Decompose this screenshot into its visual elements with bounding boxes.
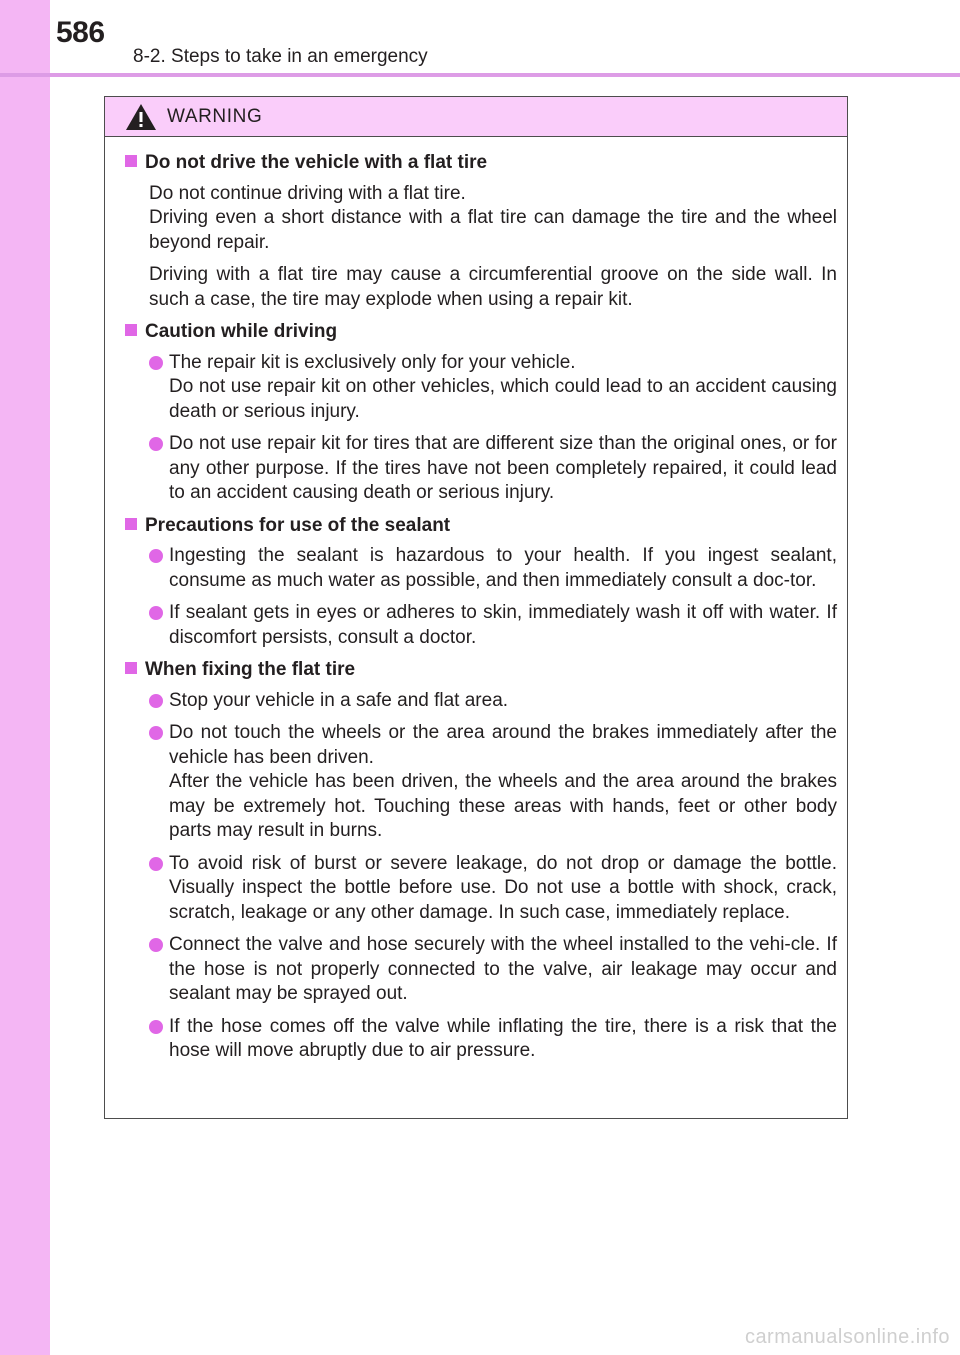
bullet-text: If the hose comes off the valve while inflating the tire, there is a risk that the hose will move abruptly due to air pressure. <box>169 1015 837 1061</box>
section-heading <box>125 658 837 683</box>
warning-header <box>105 97 847 137</box>
bullet-item <box>125 1015 837 1064</box>
section-heading <box>125 514 837 539</box>
side-band <box>0 0 50 1355</box>
round-bullet-icon <box>149 549 163 563</box>
bullet-text: Do not touch the wheels or the area around the brakes immediately after the vehicle has been driven. <box>169 722 837 768</box>
round-bullet-icon <box>149 1020 163 1034</box>
round-bullet-icon <box>149 938 163 952</box>
heading-text: When fixing the flat tire <box>145 659 356 680</box>
round-bullet-icon <box>149 694 163 708</box>
round-bullet-icon <box>149 356 163 370</box>
warning-triangle-icon <box>125 103 157 131</box>
bullet-subtext: Do not use repair kit on other vehicles, which could lead to an accident causing death or serious injury. <box>169 376 837 422</box>
round-bullet-icon <box>149 726 163 740</box>
bullet-item <box>125 432 837 506</box>
warning-content <box>105 137 847 1064</box>
heading-text: Precautions for use of the sealant <box>145 514 451 536</box>
square-bullet-icon <box>125 518 137 530</box>
bullet-text: If sealant gets in eyes or adheres to skin, immediately wash it off with water. If discomfort persists, consult a doctor. <box>169 602 837 648</box>
bullet-subtext: After the vehicle has been driven, the wheels and the area around the brakes may be extremely hot. Touching these areas with hands, feet or other body parts may result in burns. <box>169 771 837 841</box>
paragraph-line: Driving even a short distance with a flat tire can damage the tire and the wheel beyond repair. <box>149 207 837 253</box>
bullet-text: Ingesting the sealant is hazardous to your health. If you ingest sealant, consume as much water as possible, and then immediately consult a doc-tor. <box>169 545 837 591</box>
watermark: carmanualsonline.info <box>744 1326 950 1348</box>
heading-text: Do not drive the vehicle with a flat tire <box>145 152 488 173</box>
page-number: 586 <box>56 16 105 49</box>
warning-label: WARNING <box>167 105 263 127</box>
square-bullet-icon <box>125 662 137 674</box>
bullet-text: Do not use repair kit for tires that are different size than the original ones, or for any other purpose. If the tires have not been completely repaired, it could lead to an accident causing death or serious injury. <box>169 433 837 503</box>
square-bullet-icon <box>125 155 137 167</box>
section-heading <box>125 151 837 176</box>
bullet-text: Stop your vehicle in a safe and flat area. <box>169 689 509 711</box>
header-rule <box>0 73 960 77</box>
bullet-item <box>125 601 837 650</box>
bullet-item <box>125 351 837 425</box>
bullet-item <box>125 689 837 714</box>
bullet-item <box>125 852 837 926</box>
warning-box <box>104 96 848 1119</box>
round-bullet-icon <box>149 437 163 451</box>
heading-text: Caution while driving <box>145 321 338 342</box>
bullet-text: To avoid risk of burst or severe leakage, do not drop or damage the bottle. Visually inspect the bottle before use. Do not use a bottle with shock, crack, scratch, leakage or any other damage. In such case, immediately replace. <box>169 852 837 923</box>
section-title: 8-2. Steps to take in an emergency <box>133 46 428 67</box>
paragraph: Driving with a flat tire may cause a circumferential groove on the side wall. In such a case, the tire may explode when using a repair kit. <box>149 264 837 310</box>
round-bullet-icon <box>149 857 163 871</box>
bullet-item <box>125 544 837 593</box>
section-heading <box>125 320 837 345</box>
round-bullet-icon <box>149 606 163 620</box>
bullet-text: The repair kit is exclusively only for your vehicle. <box>169 351 576 373</box>
paragraph-line: Do not continue driving with a flat tire. <box>149 182 466 204</box>
paragraph <box>125 182 837 256</box>
square-bullet-icon <box>125 324 137 336</box>
bullet-item <box>125 933 837 1007</box>
bullet-text: Connect the valve and hose securely with the wheel installed to the vehi-cle. If the hose is not properly connected to the valve, air leakage may occur and sealant may be sprayed out. <box>169 934 837 1004</box>
bullet-item <box>125 721 837 844</box>
